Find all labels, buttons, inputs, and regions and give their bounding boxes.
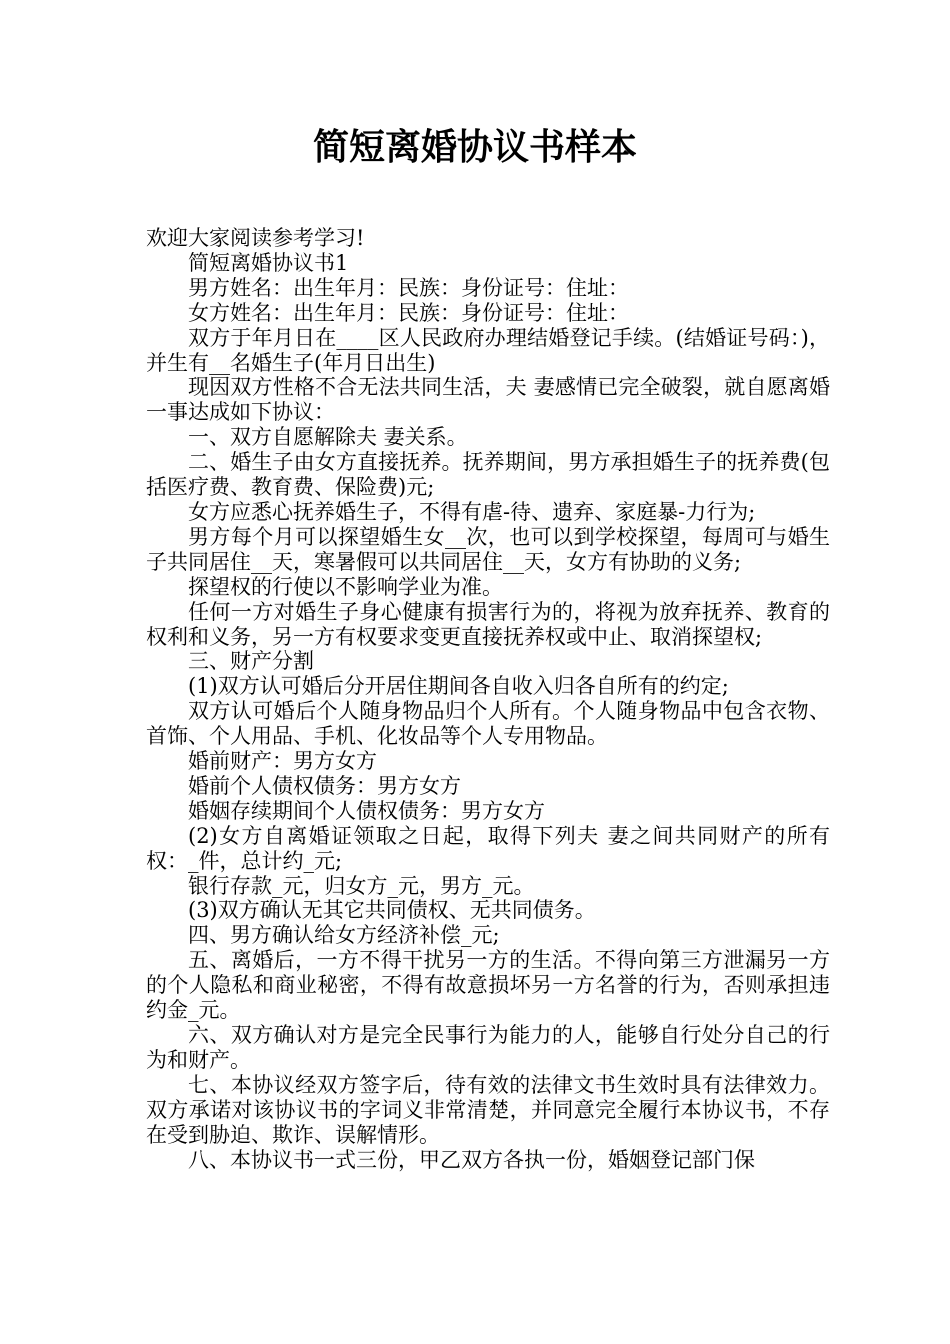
paragraph: 婚姻存续期间个人债权债务：男方女方 <box>188 798 545 823</box>
paragraph: 女方姓名：出生年月：民族：身份证号：住址： <box>188 300 629 325</box>
paragraph: 二、婚生子由女方直接抚养。抚养期间，男方承担婚生子的抚养费(包括医疗费、教育费、保险费)元; <box>146 450 830 500</box>
paragraph: 一、双方自愿解除夫 妻关系。 <box>188 425 468 450</box>
paragraph: 现因双方性格不合无法共同生活，夫 妻感情已完全破裂，就自愿离婚一事达成如下协议： <box>146 375 830 425</box>
paragraph: 女方应悉心抚养婚生子，不得有虐-待、遗弃、家庭暴-力行为; <box>188 499 756 524</box>
paragraph: 银行存款_元，归女方_元，男方_元。 <box>188 873 535 898</box>
paragraph: (3)双方确认无其它共同债权、无共同债务。 <box>188 898 596 923</box>
section-heading: 三、财产分割 <box>188 649 314 674</box>
paragraph: (1)双方认可婚后分开居住期间各自收入归各自所有的约定; <box>188 674 729 699</box>
paragraph: 任何一方对婚生子身心健康有损害行为的，将视为放弃抚养、教育的权利和义务，另一方有权要求变更直接抚养权或中止、取消探望权; <box>146 599 830 649</box>
paragraph: (2)女方自离婚证领取之日起，取得下列夫 妻之间共同财产的所有权：_件，总计约_元; <box>146 823 830 873</box>
paragraph: 男方每个月可以探望婚生女__次，也可以到学校探望，每周可与婚生子共同居住__天，寒暑假可以共同居住__天，女方有协助的义务; <box>146 524 830 574</box>
intro-line: 欢迎大家阅读参考学习! <box>146 226 365 250</box>
section-heading: 简短离婚协议书1 <box>188 250 349 275</box>
paragraph: 男方姓名：出生年月：民族：身份证号：住址： <box>188 275 629 300</box>
paragraph: 五、离婚后，一方不得干扰另一方的生活。不得向第三方泄漏另一方的个人隐私和商业秘密，不得有故意损坏另一方名誉的行为，否则承担违约金_元。 <box>146 948 830 1023</box>
paragraph: 探望权的行使以不影响学业为准。 <box>188 574 503 599</box>
paragraph: 四、男方确认给女方经济补偿_元; <box>188 923 500 948</box>
paragraph: 双方认可婚后个人随身物品归个人所有。个人随身物品中包含衣物、首饰、个人用品、手机、化妆品等个人专用物品。 <box>146 699 830 749</box>
paragraph: 双方于年月日在____区人民政府办理结婚登记手续。(结婚证号码：)，并生有__名婚生子(年月日出生) <box>146 325 830 375</box>
paragraph: 婚前财产：男方女方 <box>188 749 377 774</box>
document-title: 简短离婚协议书样本 <box>312 127 637 168</box>
paragraph: 八、本协议书一式三份，甲乙双方各执一份，婚姻登记部门保 <box>188 1147 755 1172</box>
paragraph: 婚前个人债权债务：男方女方 <box>188 773 461 798</box>
paragraph: 七、本协议经双方签字后，待有效的法律文书生效时具有法律效力。双方承诺对该协议书的字词义非常清楚，并同意完全履行本协议书，不存在受到胁迫、欺诈、误解情形。 <box>146 1072 830 1147</box>
paragraph: 六、双方确认对方是完全民事行为能力的人，能够自行处分自己的行为和财产。 <box>146 1023 830 1072</box>
document-body <box>146 226 830 1172</box>
